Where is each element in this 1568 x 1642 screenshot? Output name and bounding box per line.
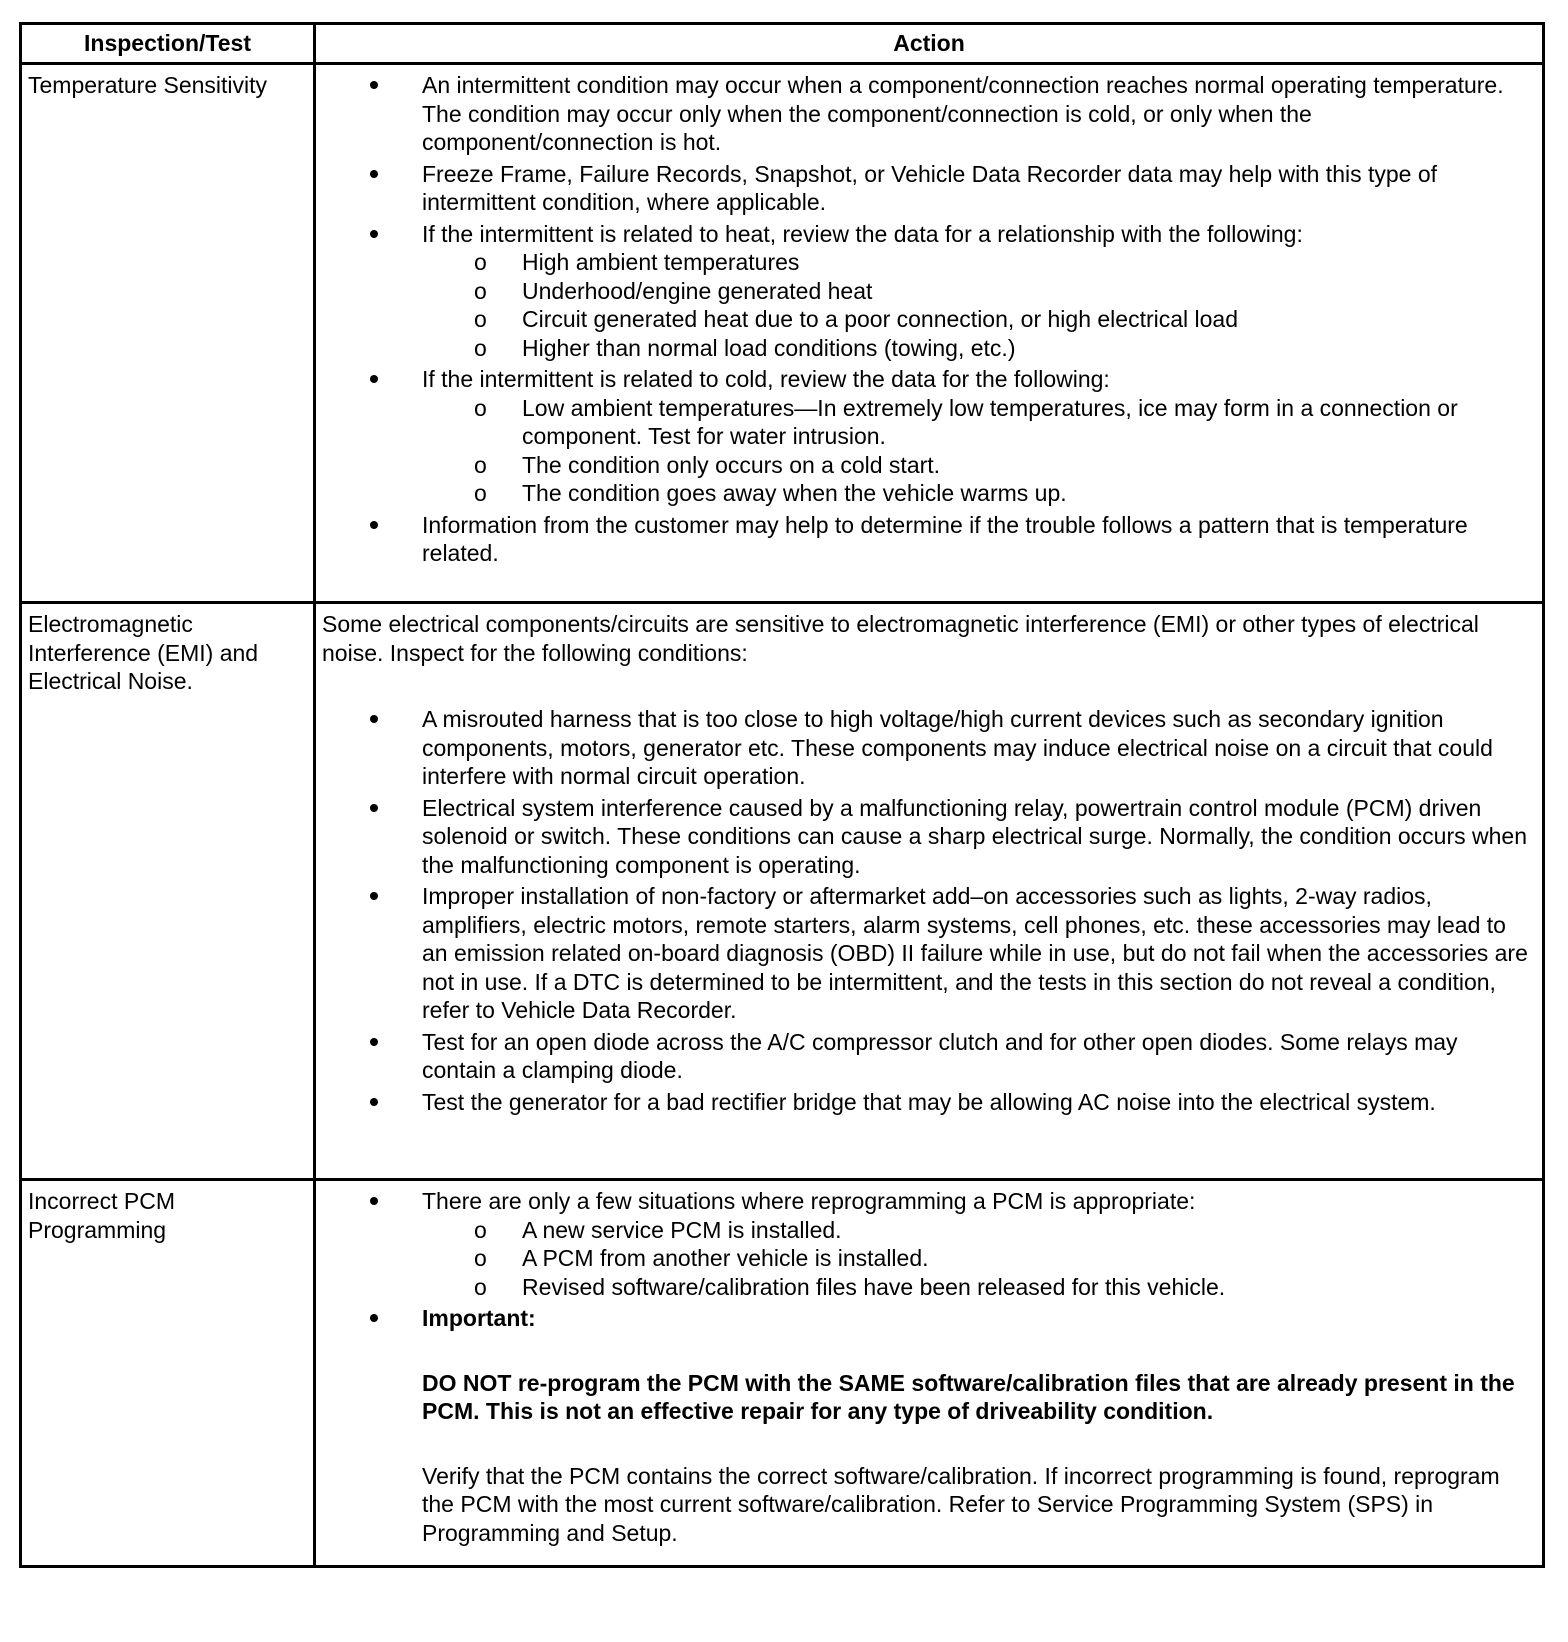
row-label-emi — [21, 603, 315, 1180]
sub-item: o Revised software/calibration files have been released for this vehicle. — [522, 1273, 1534, 1302]
bullet-list — [322, 71, 1534, 568]
bullet-list — [322, 705, 1534, 1116]
sub-list — [422, 248, 1534, 362]
list-item: Improper installation of non-factory or aftermarket add–on accessories such as lights, 2-way radios, amplifiers, electric motors, remote starters, alarm systems, cell phones, etc. these accessories may lead to an emission related on-board diagnosis (OBD) II failure while in use, but do not fail when the accessories are not in use. If a DTC is determined to be intermittent, and the tests in this section do not reveal a condition, refer to Vehicle Data Recorder. — [422, 882, 1534, 1025]
item-text: There are only a few situations where reprogramming a PCM is appropriate: — [422, 1188, 1196, 1214]
header-action: Action — [315, 24, 1544, 64]
list-item — [422, 1187, 1534, 1301]
sub-item: o A new service PCM is installed. — [522, 1216, 1534, 1245]
document — [19, 22, 1542, 1568]
sub-item: o Higher than normal load conditions (towing, etc.) — [522, 334, 1534, 363]
sub-item: o Low ambient temperatures—In extremely low temperatures, ice may form in a connection or component. Test for water intrusion. — [522, 394, 1534, 451]
sub-list — [422, 1216, 1534, 1302]
important-warning: DO NOT re-program the PCM with the SAME software/calibration files that are already present in the PCM. This is not an effective repair for any type of driveability condition. — [422, 1369, 1515, 1424]
label-line: Incorrect PCM — [28, 1188, 175, 1214]
list-item: Freeze Frame, Failure Records, Snapshot, or Vehicle Data Recorder data may help with this type of intermittent condition, where applicable. — [422, 160, 1534, 217]
row-action-temperature — [315, 64, 1544, 603]
label-line: Interference (EMI) and — [28, 639, 259, 666]
table-row-pcm — [21, 1180, 1544, 1567]
label-line: Programming — [28, 1216, 167, 1243]
list-item: Electrical system interference caused by a malfunctioning relay, powertrain control module (PCM) driven solenoid or switch. These conditions can cause a sharp electrical surge. Normally, the condition occurs when the malfunctioning component is operating. — [422, 794, 1534, 880]
item-text: If the intermittent is related to heat, review the data for a relationship with the following: — [422, 220, 1303, 247]
list-item — [422, 1304, 1534, 1547]
list-item: Test the generator for a bad rectifier bridge that may be allowing AC noise into the electrical system. — [422, 1088, 1534, 1117]
header-row — [21, 24, 1544, 64]
sub-item: o Circuit generated heat due to a poor connection, or high electrical load — [522, 305, 1534, 334]
table-row-temperature — [21, 64, 1544, 603]
bullet-list — [322, 1187, 1534, 1547]
list-item — [422, 365, 1534, 508]
sub-item: o A PCM from another vehicle is installed. — [522, 1244, 1534, 1273]
sub-item: o The condition only occurs on a cold start. — [522, 451, 1534, 480]
sub-item: o The condition goes away when the vehicle warms up. — [522, 479, 1534, 508]
list-item: Test for an open diode across the A/C compressor clutch and for other open diodes. Some relays may contain a clamping diode. — [422, 1028, 1534, 1085]
list-item: An intermittent condition may occur when a component/connection reaches normal operating temperature. The condition may occur only when the component/connection is cold, or only when the component/connection is hot. — [422, 71, 1534, 157]
list-item: Information from the customer may help to determine if the trouble follows a pattern that is temperature related. — [422, 511, 1534, 568]
item-text: If the intermittent is related to cold, review the data for the following: — [422, 366, 1110, 392]
row-action-emi — [315, 603, 1544, 1180]
table-row-emi — [21, 603, 1544, 1180]
important-label: Important: — [422, 1305, 536, 1331]
sub-item: o High ambient temperatures — [522, 248, 1534, 277]
inspection-table — [19, 22, 1545, 1568]
row-action-pcm — [315, 1180, 1544, 1567]
row-label-temperature — [21, 64, 315, 603]
header-inspection-test: Inspection/Test — [21, 24, 315, 64]
label-line: Electrical Noise. — [28, 668, 193, 694]
row-label-pcm — [21, 1180, 315, 1567]
intro-paragraph: Some electrical components/circuits are sensitive to electromagnetic interference (EMI) or other types of electrical noise. Inspect for the following conditions: — [322, 611, 1479, 666]
sub-item: o Underhood/engine generated heat — [522, 277, 1534, 306]
list-item — [422, 220, 1534, 363]
verify-paragraph: Verify that the PCM contains the correct software/calibration. If incorrect programming is found, reprogram the PCM with the most current software/calibration. Refer to Service Programming System (SPS) in Programming and Setup. — [422, 1462, 1500, 1546]
label-line: Electromagnetic — [28, 611, 193, 637]
list-item: A misrouted harness that is too close to high voltage/high current devices such as secondary ignition components, motors, generator etc. These components may induce electrical noise on a circuit that could interfere with normal circuit operation. — [422, 705, 1534, 791]
label-text: Temperature Sensitivity — [28, 72, 268, 98]
sub-list — [422, 394, 1534, 508]
